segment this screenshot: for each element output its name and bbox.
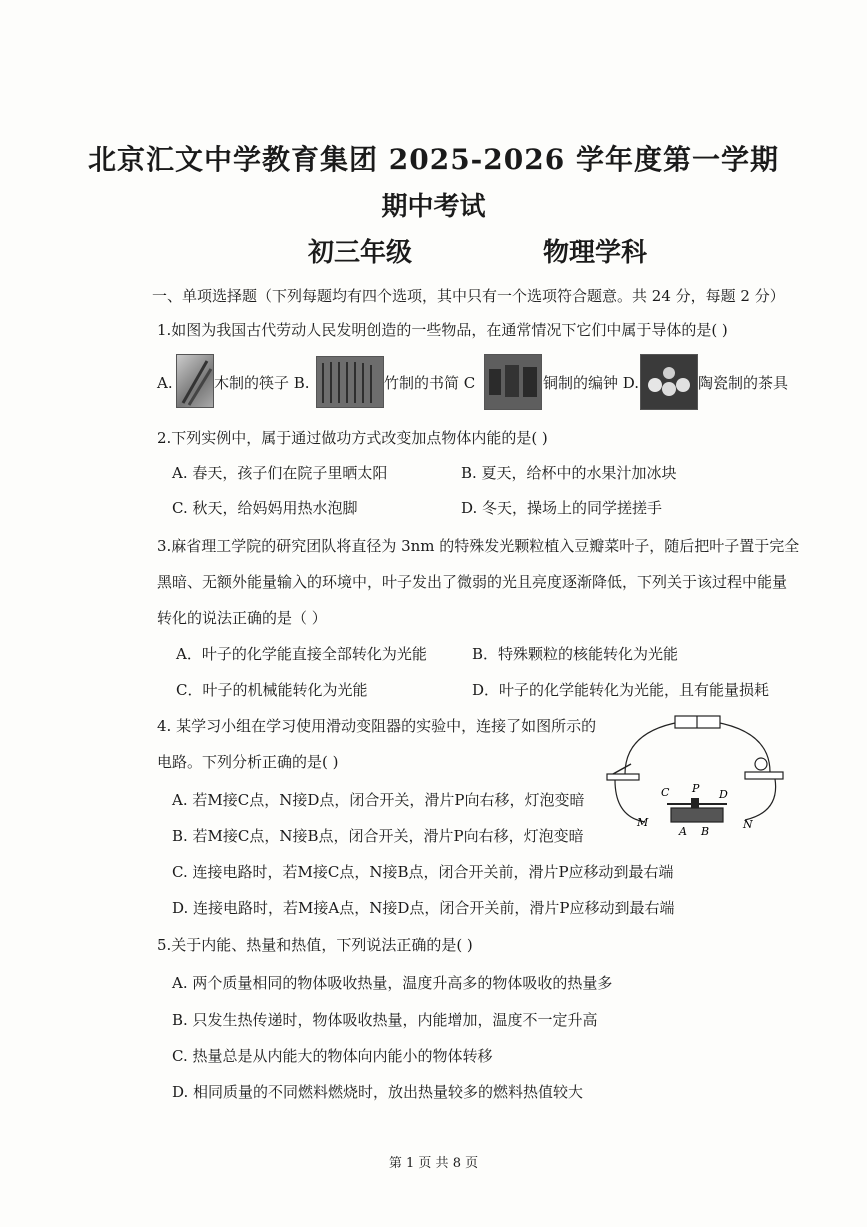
q3-option-b: B．特殊颗粒的核能转化为光能	[472, 645, 679, 663]
q3-option-d: D．叶子的化学能转化为光能，且有能量损耗	[472, 681, 770, 699]
q1-option-a-label: A.	[157, 374, 173, 392]
q4-option-c: C. 连接电路时，若M接C点，N接B点，闭合开关前，滑片P应移动到最右端	[172, 863, 674, 881]
q4-option-d: D. 连接电路时，若M接A点，N接D点，闭合开关前，滑片P应移动到最右端	[172, 899, 675, 917]
bulb-icon	[755, 758, 767, 770]
exam-subtitle: 期中考试	[381, 192, 486, 222]
q5-option-d: D. 相同质量的不同燃料燃烧时，放出热量较多的燃料热值较大	[172, 1083, 584, 1101]
q1-option-d-text: 陶瓷制的茶具	[698, 374, 789, 392]
slider-icon	[691, 798, 699, 808]
q4-option-b: B. 若M接C点，N接B点，闭合开关，滑片P向右移，灯泡变暗	[172, 827, 584, 845]
bamboo-slips-image	[316, 356, 384, 408]
label-d: D	[719, 788, 728, 801]
q2-option-c: C. 秋天，给妈妈用热水泡脚	[172, 499, 358, 517]
q1-option-b-text: 竹制的书简 C	[384, 374, 476, 392]
label-b: B	[701, 825, 710, 837]
rheostat-icon	[671, 808, 723, 822]
exam-title: 北京汇文中学教育集团 2025-2026 学年度第一学期	[88, 143, 779, 176]
q5-option-b: B. 只发生热传递时，物体吸收热量，内能增加，温度不一定升高	[172, 1011, 598, 1029]
label-n: N	[743, 818, 753, 831]
q1-stem: 1.如图为我国古代劳动人民发明创造的一些物品，在通常情况下它们中属于导体的是( )	[157, 321, 728, 339]
q2-option-a: A. 春天，孩子们在院子里晒太阳	[172, 464, 388, 482]
bronze-bells-image	[484, 354, 542, 410]
label-m: M	[637, 816, 649, 829]
q5-stem: 5.关于内能、热量和热值，下列说法正确的是( )	[157, 936, 473, 954]
switch-icon	[607, 774, 639, 780]
q5-option-a: A. 两个质量相同的物体吸收热量，温度升高多的物体吸收的热量多	[172, 974, 613, 992]
q3-line-3: 转化的说法正确的是（ ）	[157, 609, 327, 627]
q2-stem: 2.下列实例中，属于通过做功方式改变加点物体内能的是( )	[157, 429, 548, 447]
page-number: 第 1 页 共 8 页	[388, 1156, 479, 1171]
q3-option-c: C．叶子的机械能转化为光能	[176, 681, 368, 699]
grade-label: 初三年级	[308, 238, 413, 268]
section-heading: 一、单项选择题（下列每题均有四个选项，其中只有一个选项符合题意。共 24 分，每题 2 分）	[152, 287, 785, 305]
label-p: P	[692, 782, 700, 795]
chopsticks-image	[176, 354, 214, 408]
q1-option-a-text: 木制的筷子 B.	[214, 374, 310, 392]
circuit-diagram	[605, 712, 790, 837]
subject-label: 物理学科	[543, 238, 648, 268]
q3-line-1: 3.麻省理工学院的研究团队将直径为 3nm 的特殊发光颗粒植入豆瓣菜叶子，随后把叶子置于完全	[157, 537, 800, 555]
label-c: C	[661, 786, 670, 799]
q2-option-d: D. 冬天，操场上的同学搓搓手	[461, 499, 663, 517]
q4-line-2: 电路。下列分析正确的是( )	[157, 753, 339, 771]
ceramic-tea-set-image	[640, 354, 698, 410]
q5-option-c: C. 热量总是从内能大的物体向内能小的物体转移	[172, 1047, 493, 1065]
q3-line-2: 黑暗、无额外能量输入的环境中，叶子发出了微弱的光且亮度逐渐降低，下列关于该过程中能量	[157, 573, 788, 591]
q2-option-b: B. 夏天，给杯中的水果汁加冰块	[461, 464, 677, 482]
lamp-base-icon	[745, 772, 783, 779]
q4-line-1: 4. 某学习小组在学习使用滑动变阻器的实验中，连接了如图所示的	[157, 717, 597, 735]
q3-option-a: A．叶子的化学能直接全部转化为光能	[176, 645, 427, 663]
q1-option-c-text: 铜制的编钟 D.	[543, 374, 640, 392]
q4-option-a: A. 若M接C点，N接D点，闭合开关，滑片P向右移，灯泡变暗	[172, 791, 585, 809]
label-a: A	[679, 825, 687, 837]
